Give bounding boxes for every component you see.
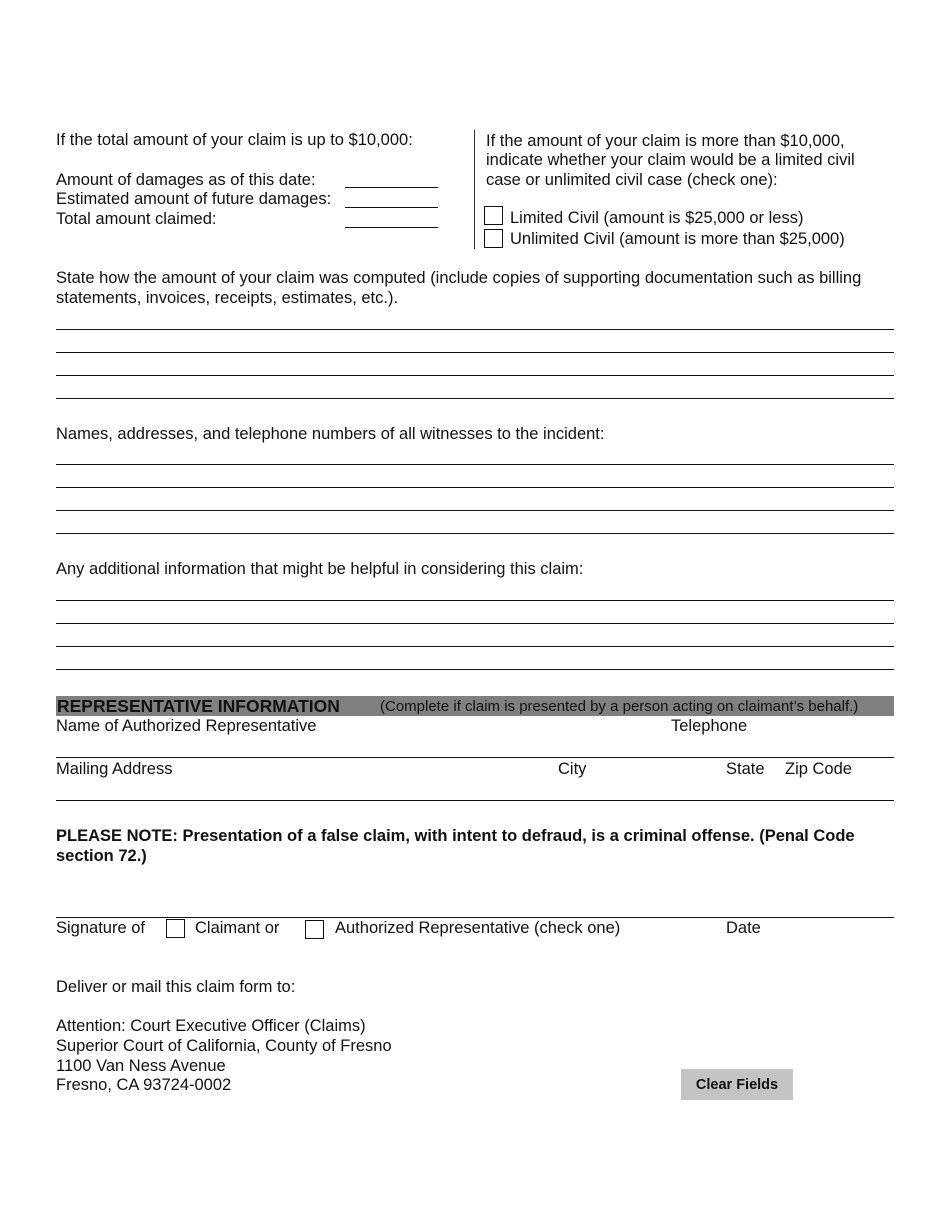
witnesses-line-3[interactable] xyxy=(56,510,894,511)
false-claim-note: PLEASE NOTE: Presentation of a false claim, with intent to defraud, is a criminal offense. (Penal Code section 72.) xyxy=(56,827,855,865)
claim-type-heading-1: If the amount of your claim is more than $10,000, xyxy=(486,132,845,150)
claim-type-heading-2: indicate whether your claim would be a limited civil xyxy=(486,151,855,169)
delivery-line-3: 1100 Van Ness Avenue xyxy=(56,1057,226,1075)
rep-state-label: State xyxy=(726,760,765,778)
date-label: Date xyxy=(726,919,761,937)
total-claimed-input[interactable] xyxy=(345,227,438,228)
rep-telephone-label: Telephone xyxy=(671,717,748,735)
witnesses-prompt: Names, addresses, and telephone numbers of all witnesses to the incident: xyxy=(56,425,605,443)
rep-address-input[interactable] xyxy=(56,800,894,801)
computed-line-1[interactable] xyxy=(56,329,894,330)
signature-line[interactable] xyxy=(56,917,894,918)
damages-input[interactable] xyxy=(345,187,438,188)
rep-address-label: Mailing Address xyxy=(56,760,173,778)
additional-line-1[interactable] xyxy=(56,600,894,601)
computed-prompt-1: State how the amount of your claim was computed (include copies of supporting documentation such as billing xyxy=(56,269,862,287)
computed-prompt-2: statements, invoices, receipts, estimates, etc.). xyxy=(56,289,399,307)
delivery-heading: Deliver or mail this claim form to: xyxy=(56,978,296,996)
computed-line-4[interactable] xyxy=(56,398,894,399)
computed-line-2[interactable] xyxy=(56,352,894,353)
witnesses-line-4[interactable] xyxy=(56,533,894,534)
unlimited-civil-checkbox[interactable] xyxy=(484,229,503,248)
additional-line-3[interactable] xyxy=(56,646,894,647)
rep-name-input[interactable] xyxy=(56,757,894,758)
computed-line-3[interactable] xyxy=(56,375,894,376)
rep-name-label: Name of Authorized Representative xyxy=(56,717,317,735)
rep-zip-label: Zip Code xyxy=(785,760,852,778)
future-damages-label: Estimated amount of future damages: xyxy=(56,190,332,208)
witnesses-line-1[interactable] xyxy=(56,464,894,465)
future-damages-input[interactable] xyxy=(345,207,438,208)
damages-label: Amount of damages as of this date: xyxy=(56,171,316,189)
claimant-checkbox[interactable] xyxy=(166,919,185,938)
claim-type-heading-3: case or unlimited civil case (check one): xyxy=(486,171,778,189)
additional-line-2[interactable] xyxy=(56,623,894,624)
unlimited-civil-label: Unlimited Civil (amount is more than $25,000) xyxy=(510,230,845,248)
amount-up-to-heading: If the total amount of your claim is up to $10,000: xyxy=(56,131,413,149)
representative-subtitle: (Complete if claim is presented by a person acting on claimant’s behalf.) xyxy=(380,698,859,715)
delivery-line-4: Fresno, CA 93724-0002 xyxy=(56,1076,232,1094)
total-claimed-label: Total amount claimed: xyxy=(56,210,217,228)
representative-title: REPRESENTATIVE INFORMATION xyxy=(57,696,340,716)
delivery-line-1: Attention: Court Executive Officer (Claims) xyxy=(56,1017,366,1035)
claimant-label: Claimant or xyxy=(195,919,280,937)
column-divider xyxy=(474,130,475,249)
limited-civil-label: Limited Civil (amount is $25,000 or less) xyxy=(510,209,804,227)
additional-line-4[interactable] xyxy=(56,669,894,670)
authorized-rep-label: Authorized Representative (check one) xyxy=(335,919,621,937)
signature-of-label: Signature of xyxy=(56,919,145,937)
limited-civil-checkbox[interactable] xyxy=(484,206,503,225)
authorized-rep-checkbox[interactable] xyxy=(305,920,324,939)
additional-prompt: Any additional information that might be helpful in considering this claim: xyxy=(56,560,584,578)
rep-city-label: City xyxy=(558,760,587,778)
clear-fields-button[interactable]: Clear Fields xyxy=(681,1069,793,1100)
delivery-line-2: Superior Court of California, County of Fresno xyxy=(56,1037,392,1055)
witnesses-line-2[interactable] xyxy=(56,487,894,488)
